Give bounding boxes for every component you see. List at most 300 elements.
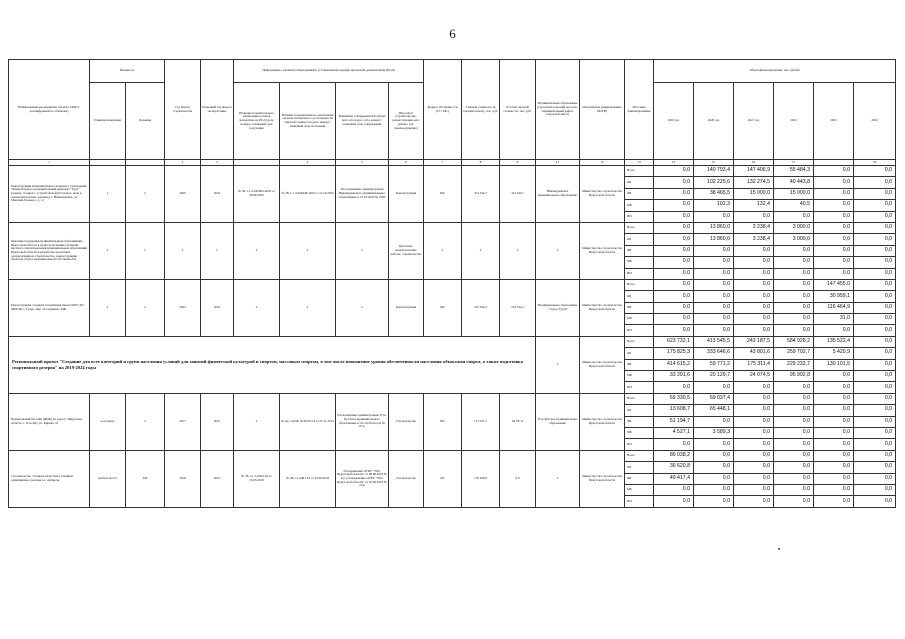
funding-value-cell: 13 608,7 (654, 405, 694, 416)
funding-value-cell: 95 992,8 (774, 371, 814, 382)
funding-value-cell: 0,0 (694, 484, 734, 495)
funding-value-cell: 0,0 (654, 177, 694, 188)
funding-value-cell: 0,0 (774, 416, 814, 427)
funding-value-cell: 102 225,6 (694, 177, 734, 188)
funding-value-cell: 259 702,7 (774, 348, 814, 359)
funding-value-cell: 0,0 (854, 393, 896, 404)
object-name: Строительство стадиона областного училища олимпийского резерва в г. Ангарске (9, 450, 90, 507)
funding-value-cell: 51 194,7 (654, 416, 694, 427)
funding-value-cell: 102,3 (694, 200, 734, 211)
funding-value-cell: 0,0 (854, 200, 896, 211)
funding-source-cell: ФБ (625, 359, 654, 370)
funding-value-cell: 0,0 (774, 257, 814, 268)
object-ownership: ОС (424, 450, 462, 507)
funding-value-cell: 0,0 (814, 222, 854, 233)
funding-value-cell: 0,0 (734, 279, 774, 290)
funding-value-cell: 86 038,2 (654, 450, 694, 461)
funding-value-cell: 0,0 (814, 371, 854, 382)
object-psd-approval: х (336, 222, 389, 279)
funding-value-cell: 0,0 (654, 257, 694, 268)
funding-value-cell: 3 238,4 (734, 234, 774, 245)
funding-value-cell: 0,0 (734, 473, 774, 484)
funding-value-cell: 0,0 (854, 473, 896, 484)
funding-source-cell: МБ (625, 427, 654, 438)
funding-value-cell: 3 000,0 (774, 222, 814, 233)
funding-value-cell: 0,0 (854, 359, 896, 370)
object-remaining-cost: х (500, 222, 536, 279)
object-name: Оказание поддержки муниципальным образованиям Иркутской области в целях исполнения органами местного самоуправления муниципальных образований Иркутской области в разработке проектной документации на строительство, реконструкцию объектов спорта муниципальной собственности (9, 222, 90, 279)
object-work-type: Реконструкция (389, 166, 424, 223)
header-work-type: Вид работ (строительство, реконструкция, кап. ремонт, тех. перевооружение) (389, 83, 424, 160)
funding-value-cell: 0,0 (694, 473, 734, 484)
object-remaining-cost: 314 344,7 (500, 166, 536, 223)
funding-value-cell: 0,0 (854, 484, 896, 495)
funding-value-cell: 0,0 (814, 484, 854, 495)
funding-value-cell: 0,0 (694, 302, 734, 313)
funding-value-cell: 0,0 (734, 268, 774, 279)
funding-value-cell: 0,0 (694, 291, 734, 302)
funding-value-cell: 0,0 (854, 188, 896, 199)
funding-value-cell: 0,0 (854, 211, 896, 222)
object-power-value: х (126, 393, 165, 450)
object-executor: Министерство строительства Иркутской области (580, 450, 625, 507)
funding-value-cell: 0,0 (774, 211, 814, 222)
funding-source-cell: ФБ (625, 302, 654, 313)
funding-value-cell: 0,0 (734, 427, 774, 438)
funding-value-cell: 0,0 (774, 302, 814, 313)
funding-value-cell: 0,0 (774, 405, 814, 416)
funding-value-cell: 3 589,3 (694, 427, 734, 438)
object-year-end: 2023 (201, 279, 234, 336)
funding-value-cell: 0,0 (654, 302, 694, 313)
funding-value-cell: 0,0 (734, 450, 774, 461)
funding-value-cell: 0,0 (774, 268, 814, 279)
object-price-conclusion: х (280, 279, 336, 336)
column-number: 1 (9, 160, 90, 166)
object-psd-approval: Распоряжение ОГКУ "УКС Иркутской области" от 08.06.2018 № 4-р; распоряжение ОГКУ "УКС Иркутской области" от 22.06.2018 № 19-р (336, 450, 389, 507)
funding-value-cell: 0,0 (814, 473, 854, 484)
funding-value-cell: 0,0 (654, 279, 694, 290)
object-year-start: 2020 (165, 166, 201, 223)
column-number: 16 (734, 160, 774, 166)
column-number: 17 (774, 160, 814, 166)
funding-value-cell: 147 455,0 (814, 279, 854, 290)
funding-value-cell: 65 448,1 (694, 405, 734, 416)
funding-value-cell: 175 825,3 (654, 348, 694, 359)
object-remaining-cost: 210 354,3 (500, 279, 536, 336)
column-number: 9 (500, 160, 536, 166)
funding-value-cell: 0,0 (734, 382, 774, 393)
object-year-end: х (201, 222, 234, 279)
funding-value-cell: 135 522,4 (814, 336, 854, 347)
funding-value-cell: 0,0 (774, 382, 814, 393)
table-row (9, 222, 896, 233)
funding-value-cell: 0,0 (694, 314, 734, 325)
funding-value-cell: 0,0 (814, 439, 854, 450)
table-row (9, 336, 896, 347)
column-number: 14 (654, 160, 694, 166)
object-psd-approval: Распоряжение администрации Усть-Кутского муниципального образования от 02.10.2014 года № 97-р (336, 393, 389, 450)
funding-value-cell: 0,0 (734, 245, 774, 256)
funding-value-cell: 0,0 (654, 222, 694, 233)
funding-value-cell: 0,0 (774, 496, 814, 507)
funding-value-cell: 0,0 (774, 393, 814, 404)
table-row (9, 393, 896, 404)
funding-value-cell: 0,0 (774, 314, 814, 325)
table-row (9, 166, 896, 177)
funding-value-cell: 0,0 (814, 462, 854, 473)
funding-value-cell: 0,0 (854, 450, 896, 461)
funding-value-cell: 40,5 (774, 200, 814, 211)
column-number: 3 (201, 160, 234, 166)
object-executor: Министерство строительства Иркутской области (580, 393, 625, 450)
funding-source-cell: ИИ (625, 382, 654, 393)
funding-value-cell: 0,0 (854, 245, 896, 256)
object-ownership: х (424, 222, 462, 279)
object-municipality: х (536, 450, 580, 507)
header-executor: Исполнитель (наименование ИОГВ) (580, 60, 625, 160)
column-number: 11 (536, 160, 580, 166)
funding-value-cell: 0,0 (814, 257, 854, 268)
object-price-conclusion: № 38-1-1-3-050448-2020 от 12.10.2020 (280, 166, 336, 223)
funding-value-cell: 0,0 (734, 405, 774, 416)
funding-source-cell: ИИ (625, 439, 654, 450)
table-body (9, 166, 896, 508)
object-work-type: Реконструкция (389, 279, 424, 336)
funding-value-cell: 0,0 (854, 348, 896, 359)
funding-value-cell: 38 465,5 (694, 188, 734, 199)
funding-source-cell: МБ (625, 314, 654, 325)
column-number: 13 (625, 160, 654, 166)
object-executor: Министерство строительства Иркутской области (580, 222, 625, 279)
object-estimated-cost: 314 344,7 (462, 166, 500, 223)
funding-source-cell: ИИ (625, 268, 654, 279)
header-year-2021: 2021 год (734, 83, 774, 160)
object-year-end: 2021 (201, 393, 234, 450)
object-psd-conclusion: х (234, 222, 280, 279)
object-estimated-cost: 130 299,9 (462, 450, 500, 507)
funding-value-cell: 0,0 (814, 405, 854, 416)
object-executor: Министерство строительства Иркутской области (580, 279, 625, 336)
funding-value-cell: 0,0 (694, 268, 734, 279)
funding-value-cell: 0,0 (774, 279, 814, 290)
funding-source-cell: ФБ (625, 416, 654, 427)
funding-value-cell: 0,0 (774, 439, 814, 450)
funding-value-cell: 69 330,5 (654, 393, 694, 404)
funding-value-cell: 333 646,6 (694, 348, 734, 359)
object-power-value: х (126, 222, 165, 279)
object-unit: х (90, 222, 126, 279)
funding-source-cell: ОБ (625, 177, 654, 188)
object-power-value: х (126, 279, 165, 336)
funding-value-cell: 0,0 (654, 484, 694, 495)
funding-value-cell: 0,0 (854, 427, 896, 438)
funding-value-cell: 0,0 (654, 268, 694, 279)
column-number: 5 (336, 160, 389, 166)
funding-source-cell: ФБ (625, 188, 654, 199)
header-psd-pos-conclusion: Наличие положительного заключения органов экспертизы на ПСД (дата, номер) / плановый срок получения (234, 83, 280, 160)
funding-value-cell: 147 406,9 (734, 166, 774, 177)
funding-value-cell: 5 420,9 (814, 348, 854, 359)
funding-source-cell: Всего (625, 279, 654, 290)
header-ownership: Форма собственности (ГС/ МС) (424, 60, 462, 160)
object-unit: зрителе места (90, 450, 126, 507)
object-price-conclusion: № ДС-14158-16/38-05/14 от 07.11.2014 (280, 393, 336, 450)
funding-value-cell: 0,0 (814, 427, 854, 438)
funding-value-cell: 0,0 (774, 462, 814, 473)
object-unit: х (90, 279, 126, 336)
funding-value-cell: 0,0 (734, 439, 774, 450)
object-municipality: х (536, 222, 580, 279)
funding-value-cell: 0,0 (654, 291, 694, 302)
column-number: 4 (280, 160, 336, 166)
funding-value-cell: 0,0 (814, 268, 854, 279)
column-number: 2 (165, 160, 201, 166)
header-municipality: Муниципальное образование (городской/сельский поселок, муниципальный район, городской округ) (536, 60, 580, 160)
object-year-start: х (165, 222, 201, 279)
funding-value-cell: 0,0 (694, 382, 734, 393)
funding-value-cell: 0,0 (694, 279, 734, 290)
funding-value-cell: 0,0 (694, 211, 734, 222)
object-psd-conclusion: х (234, 393, 280, 450)
funding-value-cell: 0,0 (814, 211, 854, 222)
header-year-start: Год начала строительства (165, 60, 201, 160)
funding-value-cell: 43 801,6 (734, 348, 774, 359)
object-municipality: Усть-Кутское муниципальное образование (536, 393, 580, 450)
funding-value-cell: 0,0 (854, 268, 896, 279)
funding-value-cell: 15 000,0 (734, 188, 774, 199)
funding-value-cell: 36 620,8 (654, 462, 694, 473)
funding-value-cell: 0,0 (734, 496, 774, 507)
funding-value-cell: 0,0 (854, 416, 896, 427)
column-number: 15 (694, 160, 734, 166)
funding-value-cell: 0,0 (694, 450, 734, 461)
funding-source-cell: МБ (625, 484, 654, 495)
funding-value-cell: 40 443,8 (774, 177, 814, 188)
header-year-2020: 2020 год (694, 83, 734, 160)
funding-value-cell: 0,0 (734, 257, 774, 268)
funding-source-cell: Всего (625, 166, 654, 177)
funding-value-cell: 0,0 (854, 405, 896, 416)
funding-value-cell: 0,0 (654, 188, 694, 199)
funding-value-cell: 0,0 (654, 439, 694, 450)
header-estimated-cost: Сметная стоимость (в текущих ценах), тыс. руб. (462, 60, 500, 160)
funding-source-cell: ИИ (625, 325, 654, 336)
funding-value-cell: 0,0 (814, 450, 854, 461)
funding-source-cell: ИИ (625, 211, 654, 222)
funding-source-cell: МБ (625, 371, 654, 382)
object-work-type: Проектно-изыскательские работы, строительство (389, 222, 424, 279)
object-psd-approval: х (336, 279, 389, 336)
funding-value-cell: 0,0 (654, 166, 694, 177)
funding-value-cell: 0,0 (734, 416, 774, 427)
financing-table (8, 59, 896, 508)
funding-source-cell: ФБ (625, 473, 654, 484)
funding-value-cell: 0,0 (734, 291, 774, 302)
header-funding-volume: Объем финансирования, тыс. рублей (654, 60, 896, 83)
funding-value-cell: 0,0 (774, 291, 814, 302)
column-number: 12 (580, 160, 625, 166)
funding-value-cell: 414 615,2 (654, 359, 694, 370)
object-power-value: 300 (126, 450, 165, 507)
object-ownership: МС (424, 393, 462, 450)
object-price-conclusion: № 38-1-1-0481-18 от 22.06.2018 (280, 450, 336, 507)
funding-value-cell: 0,0 (814, 393, 854, 404)
funding-value-cell: 140 793,4 (694, 166, 734, 177)
funding-value-cell: 0,0 (734, 314, 774, 325)
funding-value-cell: 0,0 (774, 450, 814, 461)
header-remaining-cost: Остаток сметной стоимости, тыс. руб. (500, 60, 536, 160)
funding-value-cell: 0,0 (814, 382, 854, 393)
funding-value-cell: 243 187,5 (734, 336, 774, 347)
funding-value-cell: 0,0 (854, 234, 896, 245)
funding-source-cell: ОБ (625, 462, 654, 473)
funding-source-cell: Всего (625, 393, 654, 404)
funding-value-cell: 0,0 (734, 484, 774, 495)
header-funding-source: Источник финансирования (625, 60, 654, 160)
funding-value-cell: 0,0 (854, 177, 896, 188)
scan-speck (778, 548, 780, 550)
funding-value-cell: 55 484,3 (774, 166, 814, 177)
object-work-type: Строительство (389, 450, 424, 507)
funding-value-cell: 175 311,4 (734, 359, 774, 370)
funding-value-cell: 132 274,5 (734, 177, 774, 188)
header-year-end: Плановый год ввода в эксплуатацию (201, 60, 234, 160)
funding-value-cell: 229 232,7 (774, 359, 814, 370)
funding-value-cell: 0,0 (774, 427, 814, 438)
funding-value-cell: 0,0 (774, 325, 814, 336)
header-name: Наименование мероприятия, объекта, ПИР (с расшифровкой по объектам) (9, 60, 90, 160)
funding-value-cell: 0,0 (694, 496, 734, 507)
funding-source-cell: МБ (625, 200, 654, 211)
object-year-end: 2019 (201, 450, 234, 507)
object-municipality: Нижнеудинское муниципальное образование (536, 166, 580, 223)
object-psd-approval: Постановление администрации Нижнеудинского муниципального образования от 27.10.2020 № 1085 (336, 166, 389, 223)
column-number: 19 (854, 160, 896, 166)
funding-value-cell: 0,0 (654, 200, 694, 211)
object-name: Плавательный бассейн (ФОК) по адресу: Иркутская область, г. Усть-Кут, ул. Кирова, 10 (9, 393, 90, 450)
funding-value-cell: 0,0 (654, 496, 694, 507)
funding-source-cell: ОБ (625, 234, 654, 245)
funding-source-cell: ОБ (625, 291, 654, 302)
funding-value-cell: 413 545,5 (694, 336, 734, 347)
header-total: Значение (126, 83, 165, 160)
object-estimated-cost: х (462, 222, 500, 279)
funding-value-cell: 0,0 (694, 325, 734, 336)
funding-value-cell: 13 860,0 (694, 234, 734, 245)
funding-value-cell: 116 464,9 (814, 302, 854, 313)
funding-value-cell: 0,0 (654, 234, 694, 245)
funding-value-cell: 59 771,2 (694, 359, 734, 370)
funding-value-cell: 0,0 (854, 302, 896, 313)
funding-value-cell: 30 959,1 (814, 291, 854, 302)
header-psd-approval: Реквизиты утверждения ПСД (вид акта, кто издал, дата, номер) / плановый срок утверждения (336, 83, 389, 160)
object-psd-conclusion: № 38-1-1-3-0043-18 от 23.03.2018 (234, 450, 280, 507)
object-executor: Министерство строительства Иркутской области (580, 166, 625, 223)
object-remaining-cost: 64 037,4 (500, 393, 536, 450)
funding-value-cell: 130 101,5 (814, 359, 854, 370)
funding-value-cell: 0,0 (734, 393, 774, 404)
funding-value-cell: 584 928,2 (774, 336, 814, 347)
funding-value-cell: 0,0 (854, 279, 896, 290)
header-psd-info: Информация о наличии утвержденной в установленном порядке проектной документации (ПСД) (234, 60, 424, 83)
funding-value-cell: 0,0 (694, 257, 734, 268)
funding-value-cell: 0,0 (654, 211, 694, 222)
funding-value-cell: 13 860,0 (694, 222, 734, 233)
object-ownership: МС (424, 166, 462, 223)
object-estimated-cost: 173 101,5 (462, 393, 500, 450)
funding-value-cell: 0,0 (654, 314, 694, 325)
funding-value-cell: 15 000,0 (774, 188, 814, 199)
funding-value-cell: 0,0 (854, 166, 896, 177)
funding-value-cell: 0,0 (854, 222, 896, 233)
object-name: Реконструкция стадиона Спортивная школа МКУ ДО ДЮСШ, г. Тулун, мкр. Угольщиков, 43Ф (9, 279, 90, 336)
header-power: Мощность (90, 60, 165, 83)
funding-source-cell: МБ (625, 257, 654, 268)
object-year-start: 2018 (165, 450, 201, 507)
funding-value-cell: 24 074,5 (734, 371, 774, 382)
object-unit: х (90, 166, 126, 223)
funding-value-cell: 69 037,4 (694, 393, 734, 404)
object-price-conclusion: х (280, 222, 336, 279)
object-power-value: х (126, 166, 165, 223)
funding-value-cell: 0,0 (854, 336, 896, 347)
funding-value-cell: 0,0 (854, 439, 896, 450)
funding-value-cell: 0,0 (694, 439, 734, 450)
header-year-2024: 2024 (854, 83, 896, 160)
funding-value-cell: 0,0 (814, 245, 854, 256)
object-estimated-cost: 210 354,3 (462, 279, 500, 336)
funding-value-cell: 0,0 (774, 245, 814, 256)
funding-value-cell: 4 527,1 (654, 427, 694, 438)
funding-source-cell: ИИ (625, 496, 654, 507)
funding-value-cell: 0,0 (854, 325, 896, 336)
funding-value-cell: 3 000,0 (774, 234, 814, 245)
regional-project-name: Региональный проект "Создание для всех категорий и групп населения условий для занятий физической культурой и спортом, массовым спортом, в том числе повышение уровня обеспеченности населения объектами спорта, а также подготовка спортивного резерва" на 2019-2024 годы (9, 336, 536, 393)
funding-value-cell: 0,0 (814, 177, 854, 188)
funding-value-cell: 0,0 (854, 382, 896, 393)
funding-value-cell: 623 732,1 (654, 336, 694, 347)
funding-value-cell: 0,0 (854, 496, 896, 507)
object-remaining-cost: 0,0 (500, 450, 536, 507)
funding-value-cell: 0,0 (854, 291, 896, 302)
funding-source-cell: ФБ (625, 245, 654, 256)
header-unit: Единица измерения (90, 83, 126, 160)
funding-value-cell: 31,0 (814, 314, 854, 325)
funding-value-cell: 0,0 (734, 302, 774, 313)
object-ownership: МС (424, 279, 462, 336)
funding-value-cell: 0,0 (814, 496, 854, 507)
funding-value-cell: 0,0 (814, 416, 854, 427)
funding-value-cell: 0,0 (854, 371, 896, 382)
object-name: Реконструкция муниципального казенного учреждения "Физкультурно-оздоровительный комплекс "Труд" (здание, стадион с устройством футбольного поля и легкоатлетических дорожек), г. Нижнеудинск, ул. Максима Горького, д. 11 (9, 166, 90, 223)
object-year-start: 2023 (165, 279, 201, 336)
funding-value-cell: 0,0 (774, 473, 814, 484)
funding-value-cell: 0,0 (734, 462, 774, 473)
funding-value-cell: 49 417,4 (654, 473, 694, 484)
funding-value-cell: 0,0 (774, 484, 814, 495)
object-psd-conclusion: № 38-1-1-3-045063-2020 от 09.09.2020 (234, 166, 280, 223)
funding-value-cell: 0,0 (854, 257, 896, 268)
header-year-2022: 2022 (774, 83, 814, 160)
regional-executor: Министерство строительства Иркутской области (580, 336, 625, 393)
funding-source-cell: ОБ (625, 348, 654, 359)
funding-source-cell: Всего (625, 336, 654, 347)
funding-value-cell: 0,0 (814, 166, 854, 177)
funding-value-cell: 33 291,6 (654, 371, 694, 382)
table-row (9, 450, 896, 461)
funding-value-cell: 0,0 (734, 325, 774, 336)
